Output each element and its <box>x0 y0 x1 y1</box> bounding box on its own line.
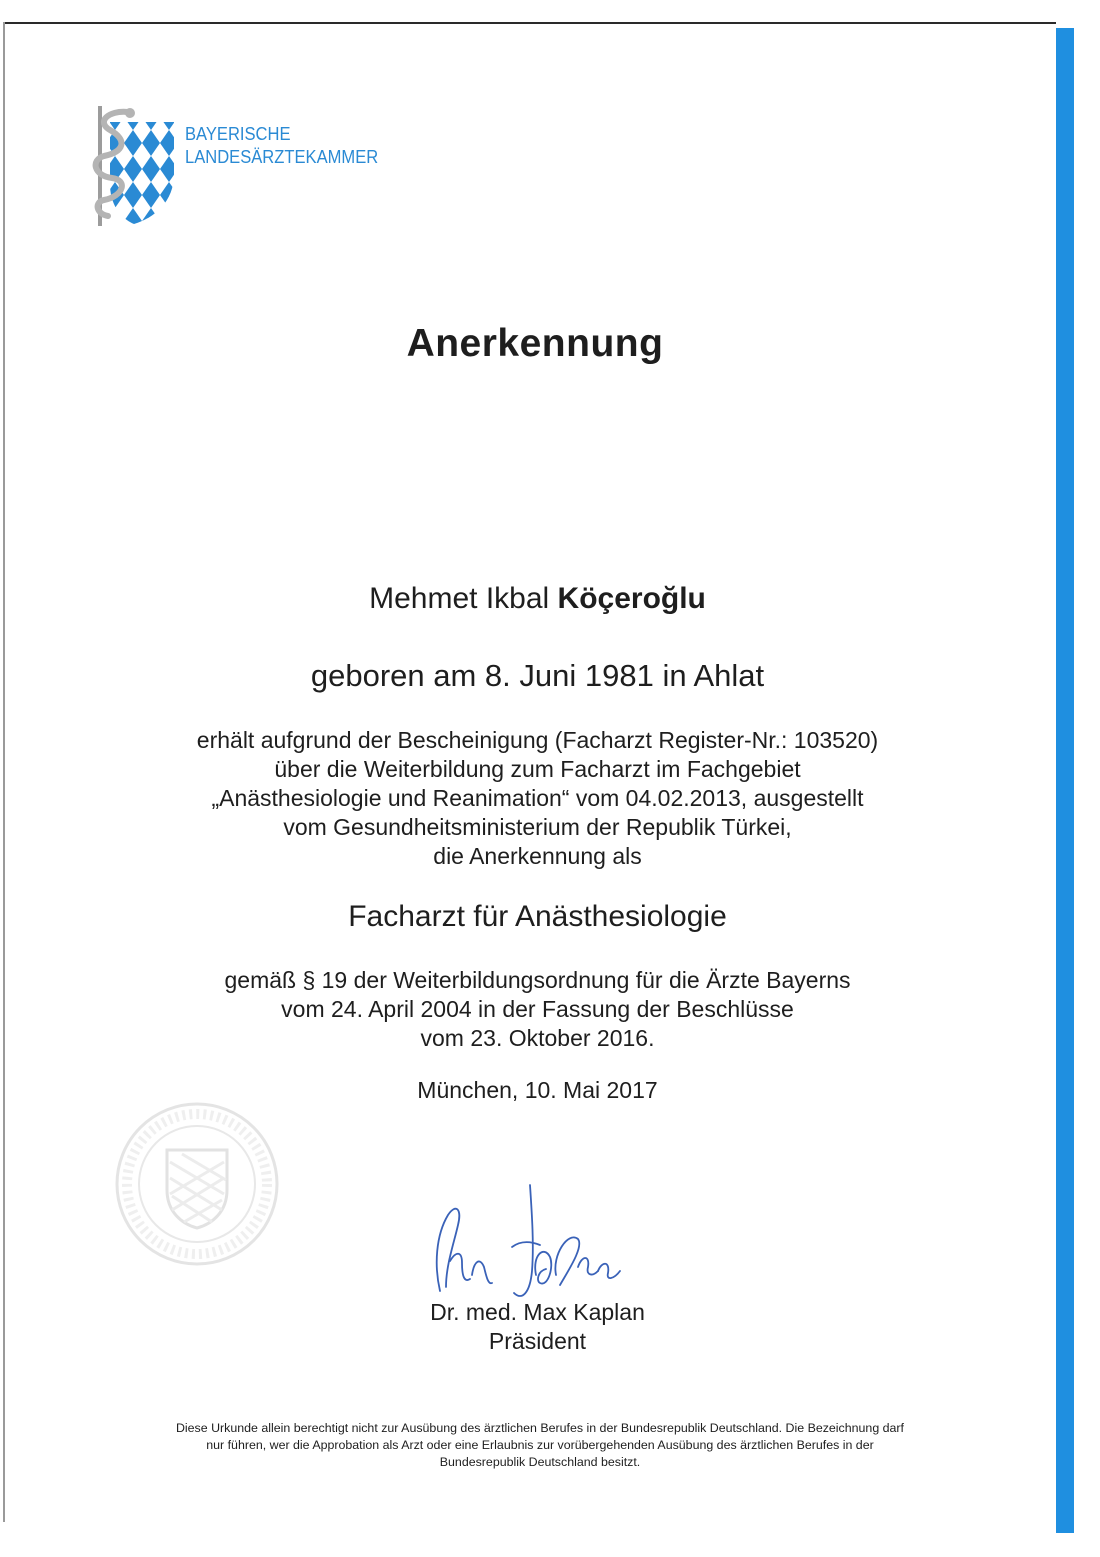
embossed-seal-icon <box>112 1098 282 1270</box>
legal-basis <box>0 966 1075 1053</box>
footnote-line: Diese Urkunde allein berechtigt nicht zur Ausübung des ärztlichen Berufes in der Bundesrepublik Deutschland. Die Bezeichnung darf <box>175 1421 905 1435</box>
recipient-name <box>0 582 1075 616</box>
body-line: vom Gesundheitsministerium der Republik Türkei, <box>283 814 792 840</box>
legal-line: vom 24. April 2004 in der Fassung der Beschlüsse <box>281 996 794 1022</box>
body-text <box>0 726 1075 871</box>
footnote-line: nur führen, wer die Approbation als Arzt oder eine Erlaubnis zur vorübergehenden Ausübung des ärztlichen Berufes in der <box>206 1438 874 1452</box>
recipient-given-name: Mehmet Ikbal <box>369 582 550 615</box>
document-title: Anerkennung <box>406 322 664 365</box>
signer-name: Dr. med. Max Kaplan <box>430 1299 645 1325</box>
legal-line: gemäß § 19 der Weiterbildungsordnung für die Ärzte Bayerns <box>224 967 851 993</box>
legal-line: vom 23. Oktober 2016. <box>420 1025 655 1051</box>
body-line: „Anästhesiologie und Reanimation“ vom 04.02.2013, ausgestellt <box>211 785 864 811</box>
recipient-family-name: Köçeroğlu <box>557 582 706 615</box>
signer-role: Präsident <box>488 1328 587 1354</box>
body-line: über die Weiterbildung zum Facharzt im Fachgebiet <box>274 756 801 782</box>
chamber-name-line2: LANDESÄRZTEKAMMER <box>185 147 379 167</box>
body-line: erhält aufgrund der Bescheinigung (Facharzt Register-Nr.: 103520) <box>196 727 879 753</box>
chamber-name-line1: BAYERISCHE <box>185 124 291 144</box>
footnote-line: Bundesrepublik Deutschland besitzt. <box>439 1455 641 1469</box>
body-line: die Anerkennung als <box>433 843 642 869</box>
signature-icon <box>428 1175 658 1305</box>
page-frame-top <box>4 22 1056 24</box>
signer-block <box>0 1298 1075 1356</box>
chamber-name <box>185 123 378 169</box>
footnote <box>110 1420 970 1471</box>
place-and-date: München, 10. Mai 2017 <box>417 1077 658 1103</box>
qualification-title: Facharzt für Anästhesiologie <box>348 900 727 933</box>
birth-line: geboren am 8. Juni 1981 in Ahlat <box>310 658 765 693</box>
